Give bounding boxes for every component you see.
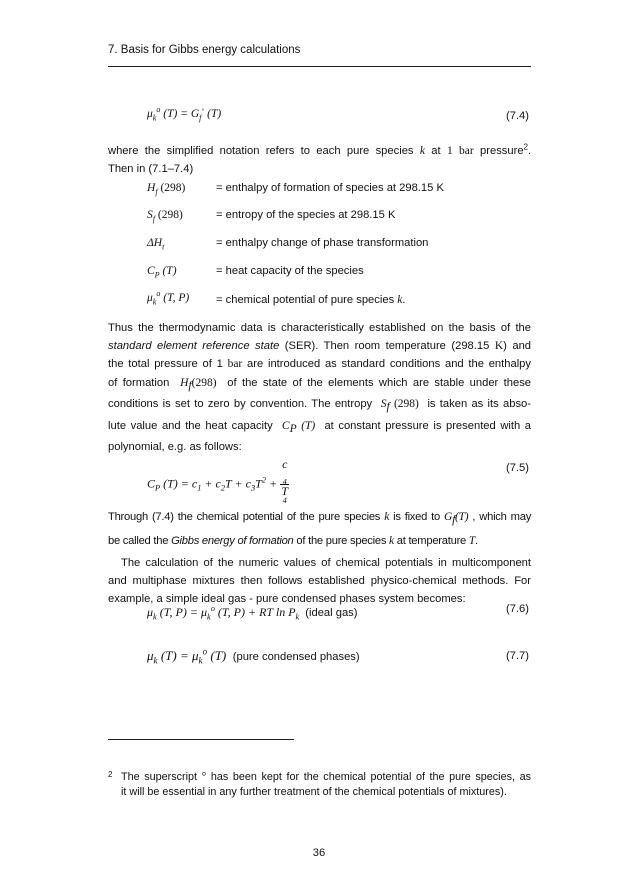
footnote-separator [108,739,294,740]
definition-text: = enthalpy change of phase transformation [216,237,429,249]
footnote: 2 The superscript ° has been kept for the chemical potential of the pure species, as it will be essential in any further treatment of the chemical potentials of mixtures). [108,770,531,800]
definition-text: = chemical potential of pure species k. [216,294,406,306]
equation-number-7-6: (7.6) [505,603,529,615]
paragraph-gibbs-energy: Through (7.4) the chemical potential of the pure species k is fixed to $G_f(T)$ , which may be called the Gibbs energy of formation of the pure species k at temperature T. The calculation of the numeric values of chemical potentials in multicomponent and multiphase mixtures then follows established physico-chemical methods. For example, a simple ideal gas - pure condensed phases system becomes: [108,511,532,605]
equation-number-7-4: (7.4) [505,110,529,122]
header-rule [108,66,531,67]
definition-symbol: $\mu_k^o$ (T, P) [147,289,190,307]
equation-7-5: $C_P$ $(T) = c_1 + c_2T + c_3T^2$ + c $_4$ T $^4$ [147,458,289,511]
footnote-number: 2 [108,770,113,779]
equation-7-7: $\mu_k$ $(T) = \mu_k^o$ (T) (pure condensed phases) [147,646,360,666]
page-number: 36 [312,847,326,859]
footnote-marker: 2 [523,142,528,152]
paragraph-thermodynamic-data: Thus the thermodynamic data is characteristically established on the basis of the standard element reference state (SER). Then room temperature (298.15 K) and the total pressure of 1 bar are introduced as standard conditions and the enthalpy of formation $H_f(298)$ of the state of the elements which are stable under these conditions is set to zero by convention. The entropy $S_f$ (298) is taken as its abso- lute value and the heat capacity $C_P$ (T) at constant pressure is presented with a polynomial, e.g. as follows: [108,322,532,454]
definition-symbol: $S_f$ (298) [147,209,183,224]
definition-text: = enthalpy of formation of species at 298.15 K [216,182,444,194]
running-header: 7. Basis for Gibbs energy calculations [108,44,301,56]
equation-number-7-5: (7.5) [505,462,529,474]
definition-symbol: $H_f$ (298) [147,182,186,197]
fraction: c $_4$ T $^4$ [281,457,289,505]
definition-text: = entropy of the species at 298.15 K [216,209,396,221]
definition-symbol: $\Delta H_t$ [147,237,165,252]
paragraph-notation: where the simplified notation refers to each pure species k at 1 bar pressure$^2$. Then in (7.1–7.4) [108,142,532,175]
definition-symbol: $C_P$ (T) [147,265,177,280]
definition-text: = heat capacity of the species [216,265,364,277]
equation-7-6: $\mu_k$ (T, $P) = \mu_k^o$ (T, P) + RT $\ln P_k$ (ideal gas) [147,604,358,622]
equation-number-7-7: (7.7) [505,650,529,662]
equation-7-4: $\mu_k^o$ $(T) = G_f^◦$ (T) [147,105,222,123]
